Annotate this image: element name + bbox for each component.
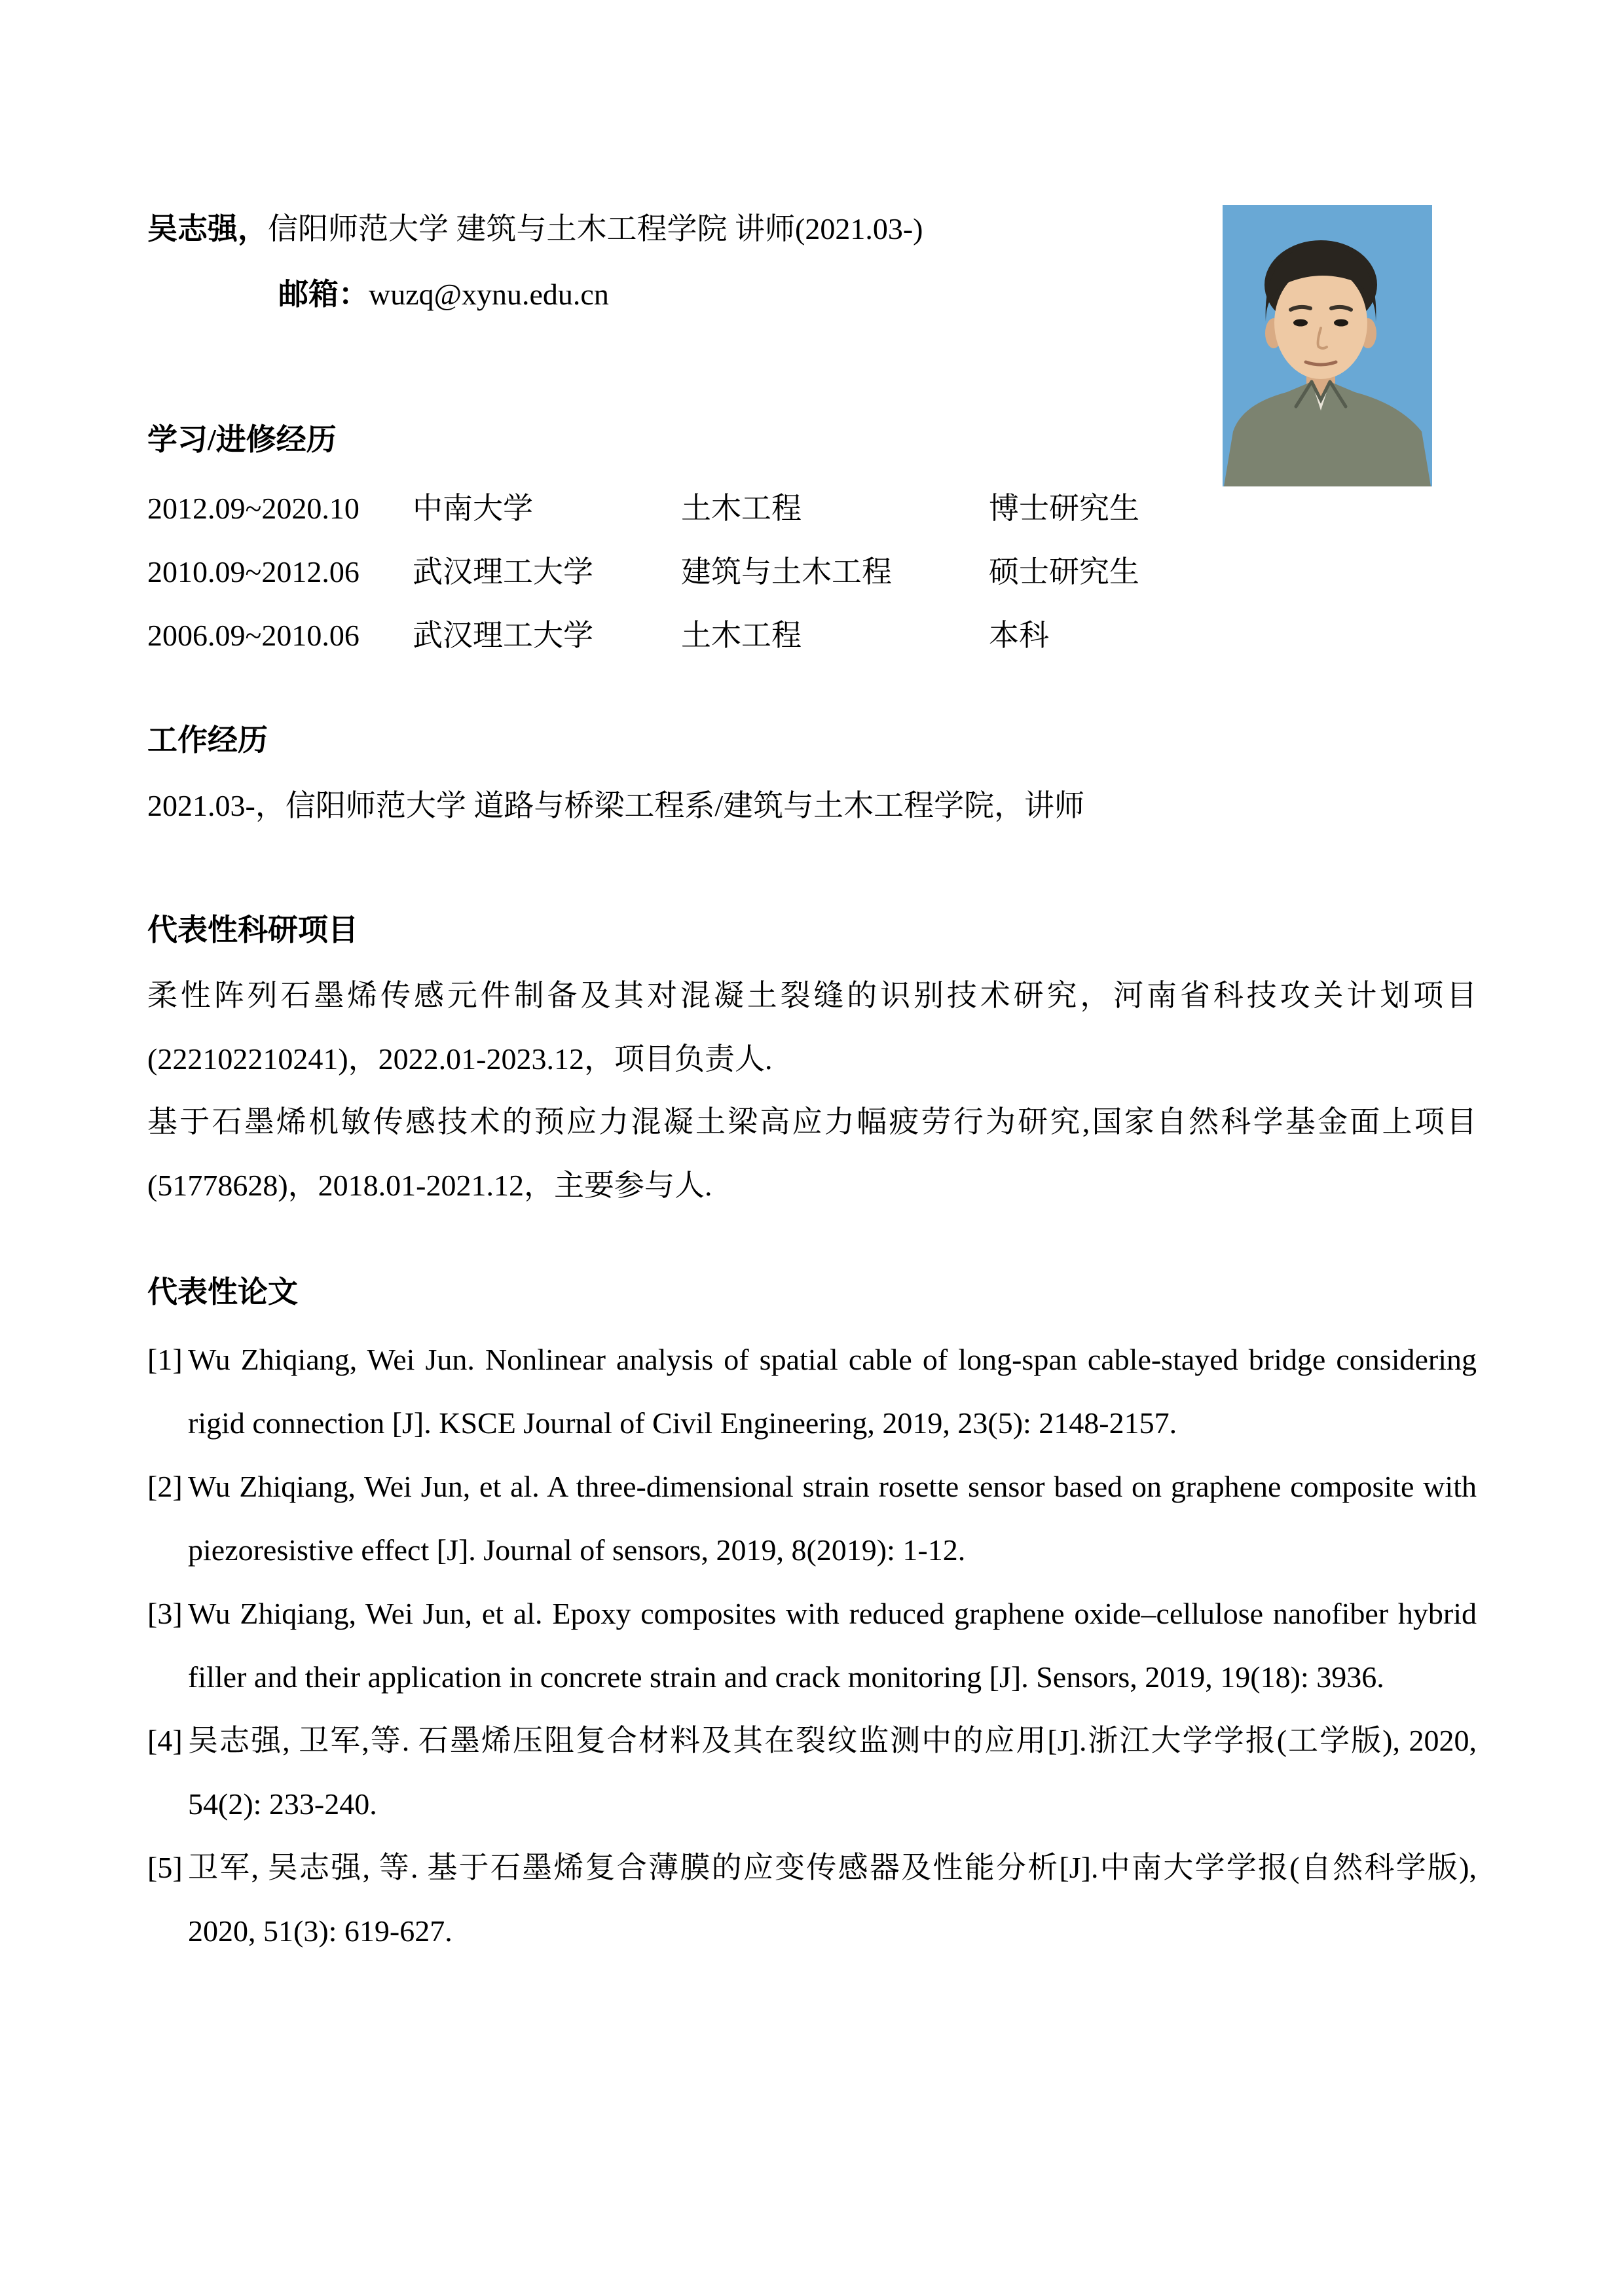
publication-index: [4] [147, 1724, 183, 1757]
email-line [147, 262, 1195, 327]
edu-school: 武汉理工大学 [413, 555, 593, 589]
name-separator: ， [238, 212, 268, 246]
education-table [147, 477, 1477, 667]
work-entry: 2021.03-，信阳师范大学 道路与桥梁工程系/建筑与土木工程学院，讲师 [147, 789, 1085, 822]
edu-degree: 硕士研究生 [989, 555, 1139, 589]
education-row [147, 604, 1477, 667]
publication-item [147, 1582, 1477, 1709]
project-entry: 基于石墨烯机敏传感技术的预应力混凝土梁高应力幅疲劳行为研究,国家自然科学基金面上项目(51778628)，2018.01-2021.12，主要参与人. [147, 1105, 1477, 1202]
publication-text: Wu Zhiqiang, Wei Jun, et al. Epoxy composites with reduced graphene oxide–cellulose nanofiber hybrid filler and their application in concrete strain and crack monitoring [J]. Sensors, 2019, 19(18): 3936. [188, 1597, 1477, 1694]
section-title-projects: 代表性科研项目 [147, 913, 358, 947]
edu-period: 2006.09~2010.06 [147, 619, 360, 652]
email-label: 邮箱： [278, 278, 369, 311]
person-name: 吴志强 [147, 212, 238, 246]
project-entry: 柔性阵列石墨烯传感元件制备及其对混凝土裂缝的识别技术研究，河南省科技攻关计划项目(222102210241)，2022.01-2023.12，项目负责人. [147, 979, 1477, 1076]
section-title-publications: 代表性论文 [147, 1275, 298, 1309]
edu-degree: 本科 [989, 619, 1049, 652]
edu-major: 土木工程 [681, 492, 802, 525]
edu-degree: 博士研究生 [989, 492, 1139, 525]
section-title-work: 工作经历 [147, 723, 268, 757]
profile-header [147, 196, 1195, 327]
publication-text: Wu Zhiqiang, Wei Jun. Nonlinear analysis of spatial cable of long-span cable-stayed bridge considering rigid connection [J]. KSCE Journal of Civil Engineering, 2019, 23(5): 2148-2157. [188, 1343, 1477, 1440]
publication-text: Wu Zhiqiang, Wei Jun, et al. A three-dimensional strain rosette sensor based on graphene composite with piezoresistive effect [J]. Journal of sensors, 2019, 8(2019): 1-12. [188, 1470, 1477, 1567]
publication-text: 卫军, 吴志强, 等. 基于石墨烯复合薄膜的应变传感器及性能分析[J].中南大学学报(自然科学版), 2020, 51(3): 619-627. [188, 1851, 1477, 1948]
education-row [147, 540, 1477, 604]
publication-item [147, 1328, 1477, 1455]
affiliation-text: 信阳师范大学 建筑与土木工程学院 讲师(2021.03-) [268, 212, 923, 246]
edu-school: 武汉理工大学 [413, 619, 593, 652]
eye-right [1334, 319, 1348, 327]
publication-text: 吴志强, 卫军,等. 石墨烯压阻复合材料及其在裂纹监测中的应用[J].浙江大学学报(工学版), 2020, 54(2): 233-240. [188, 1724, 1477, 1821]
edu-major: 建筑与土木工程 [681, 555, 892, 589]
publication-index: [2] [147, 1470, 183, 1503]
eye-left [1293, 319, 1308, 327]
publication-index: [1] [147, 1343, 183, 1376]
edu-period: 2010.09~2012.06 [147, 555, 360, 589]
publication-item [147, 1455, 1477, 1582]
publication-item [147, 1836, 1477, 1963]
section-title-education: 学习/进修经历 [147, 423, 337, 456]
publication-index: [5] [147, 1851, 183, 1884]
edu-school: 中南大学 [413, 492, 533, 525]
edu-major: 土木工程 [681, 619, 802, 652]
face [1274, 266, 1367, 379]
publication-item [147, 1709, 1477, 1836]
education-row [147, 477, 1477, 540]
name-line [147, 196, 1195, 262]
email-address: wuzq@xynu.edu.cn [369, 278, 609, 311]
edu-period: 2012.09~2020.10 [147, 492, 360, 525]
publication-list [147, 1328, 1477, 1963]
publication-index: [3] [147, 1597, 183, 1630]
